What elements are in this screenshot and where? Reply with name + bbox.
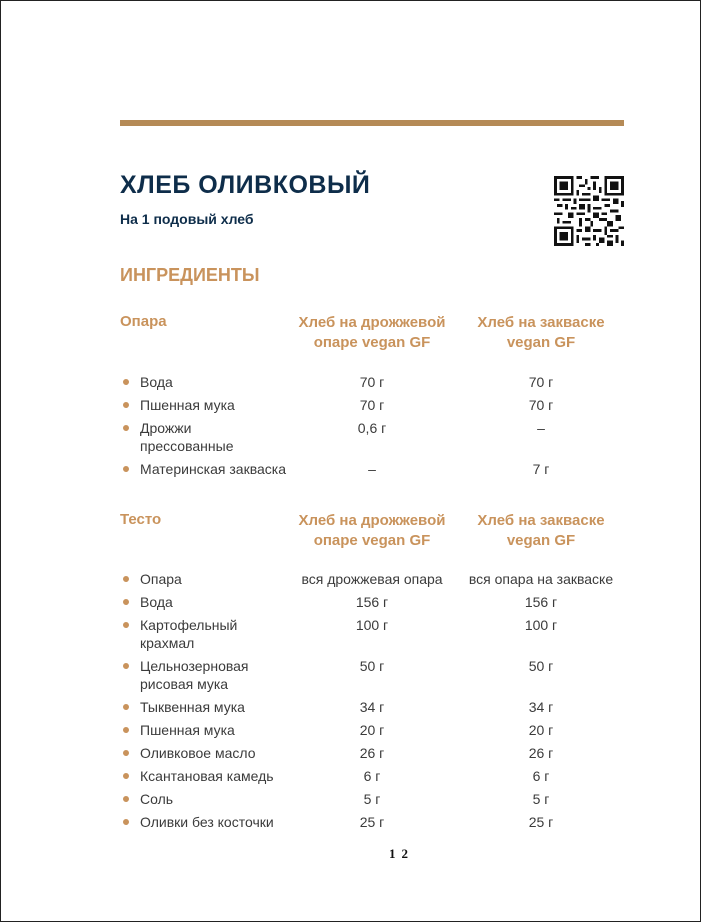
column-sourdough-header: Хлеб на закваске vegan GF: [477, 512, 605, 549]
bullet-icon: [123, 727, 129, 733]
bullet-icon: [123, 704, 129, 710]
bullet-icon: [123, 402, 129, 408]
top-divider: [120, 120, 624, 126]
page-title: ХЛЕБ ОЛИВКОВЫЙ: [120, 171, 371, 199]
bullet-icon: [123, 750, 129, 756]
qr-code-icon: [554, 176, 624, 246]
ingredient-row: Вода 156 г 156 г: [120, 593, 624, 616]
testo-group-name: Тесто: [120, 511, 162, 528]
ingredient-row: Оливки без косточки 25 г 25 г: [120, 813, 624, 836]
ingredient-row: Цельнозерновая рисовая мука 50 г 50 г: [120, 657, 624, 698]
opara-table-header: [120, 313, 624, 361]
bullet-icon: [123, 796, 129, 802]
bullet-icon: [123, 622, 129, 628]
ingredient-row: Ксантановая камедь 6 г 6 г: [120, 767, 624, 790]
page-number: 12: [389, 846, 414, 861]
ingredients-heading: ИНГРЕДИЕНТЫ: [120, 265, 260, 285]
opara-group-name: Опара: [120, 313, 167, 330]
bullet-icon: [123, 773, 129, 779]
ingredient-row: Опара вся дрожжевая опара вся опара на закваске: [120, 570, 624, 593]
bullet-icon: [123, 425, 129, 431]
bullet-icon: [123, 663, 129, 669]
opara-table: [120, 313, 624, 483]
ingredient-row: Оливковое масло 26 г 26 г: [120, 744, 624, 767]
ingredient-row: Дрожжи прессованные 0,6 г –: [120, 419, 624, 460]
ingredient-row: Вода 70 г 70 г: [120, 373, 624, 396]
page-subtitle: На 1 подовый хлеб: [120, 211, 254, 227]
testo-table: [120, 511, 624, 836]
ingredient-row: Пшенная мука 70 г 70 г: [120, 396, 624, 419]
ingredient-row: Тыквенная мука 34 г 34 г: [120, 698, 624, 721]
bullet-icon: [123, 576, 129, 582]
column-yeast-header: Хлеб на дрожжевой опаре vegan GF: [298, 512, 446, 549]
testo-table-header: [120, 511, 624, 559]
column-sourdough-header: Хлеб на закваске vegan GF: [477, 314, 605, 351]
bullet-icon: [123, 819, 129, 825]
column-yeast-header: Хлеб на дрожжевой опаре vegan GF: [298, 314, 446, 351]
bullet-icon: [123, 379, 129, 385]
bullet-icon: [123, 466, 129, 472]
ingredient-row: Соль 5 г 5 г: [120, 790, 624, 813]
bullet-icon: [123, 599, 129, 605]
ingredient-row: Материнская закваска – 7 г: [120, 460, 624, 483]
ingredient-row: Картофельный крахмал 100 г 100 г: [120, 616, 624, 657]
ingredient-row: Пшенная мука 20 г 20 г: [120, 721, 624, 744]
